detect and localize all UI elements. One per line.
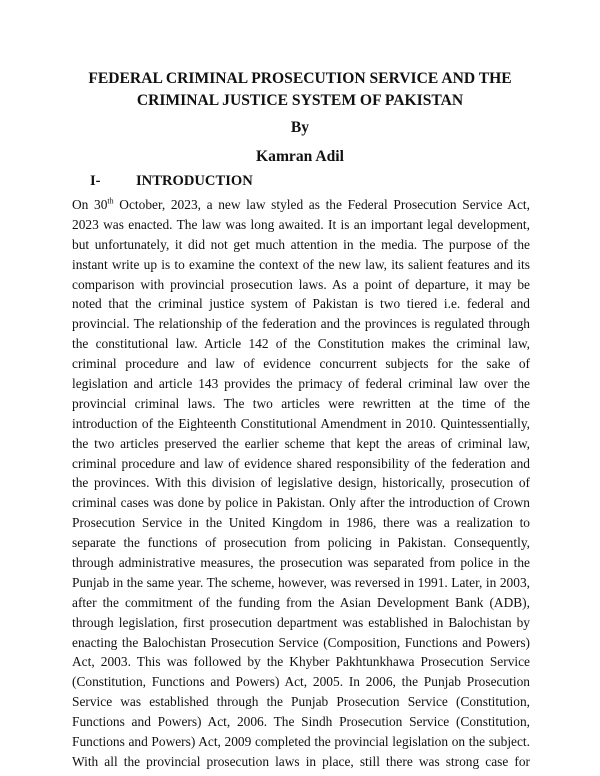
date-superscript: th [107,196,114,206]
paragraph-line: Punjab in the same year. The scheme, however, was reversed in 1991. Later, in 2003, [72,574,530,590]
paragraph-line: provincial criminal laws. The two articles were rewritten at the time of the [72,395,530,411]
paragraph-line: noted that the criminal justice system of Pakistan is two tiered i.e. federal and [72,296,530,312]
section-number: I- [90,173,101,189]
paragraph-line: the provinces. With this division of legislative design, historically, prosecution of [72,475,530,491]
paragraph-line: Service was established through the Punjab Prosecution Service (Constitution, [72,694,530,710]
date-prefix: On 30 [72,197,108,212]
title-line-1: FEDERAL CRIMINAL PROSECUTION SERVICE AND THE [88,70,512,87]
paragraph-line: through administrative measures, the prosecution was separated from police in the [72,555,530,571]
author-name: Kamran Adil [256,148,344,165]
line-text: October, 2023, a new law styled as the Federal Prosecution Service Act, [113,197,530,212]
body-paragraph [72,195,530,772]
paragraph-line: through legislation, first prosecution department was established in Balochistan by [72,614,530,630]
paragraph-line: introduction of the Eighteenth Constitutional Amendment in 2010. Quintessentially, [72,415,530,431]
paragraph-line: the two articles preserved the earlier scheme that kept the areas of criminal law, [72,435,530,451]
paragraph-line: (Constitution, Functions and Powers) Act, 2005. In 2006, the Punjab Prosecution [72,674,530,690]
paragraph-line: comparison with provincial prosecution laws. As a point of departure, it may be [72,276,530,292]
paragraph-line: instant write up is to examine the context of the new law, its salient features and its [72,256,530,272]
paragraph-line: after the commitment of the funding from the Asian Development Bank (ADB), [72,594,530,610]
paragraph-line: Functions and Powers) Act, 2009 completed the provincial legislation on the subject. [72,734,530,750]
paragraph-line: criminal cases was done by police in Pakistan. Only after the introduction of Crown [72,495,530,511]
paragraph-line: Functions and Powers) Act, 2006. The Sindh Prosecution Service (Constitution, [72,714,530,730]
paragraph-line [72,195,530,215]
paragraph-line: provincial. The relationship of the federation and the provinces is regulated through [72,316,530,332]
paragraph-line: criminal procedure and law of evidence shared responsibility of the federation and [72,455,530,471]
paragraph-line: criminal procedure and law of evidence concurrent subjects for the sake of [72,356,530,372]
paragraph-line: legislation and article 143 provides the primacy of federal criminal law over the [72,376,530,392]
paragraph-line: but unfortunately, it did not get much attention in the media. The purpose of the [72,236,530,252]
paragraph-line: Act, 2003. This was followed by the Khyber Pakhtunkhawa Prosecution Service [72,654,530,670]
paragraph-line: Prosecution Service in the United Kingdom in 1986, there was a realization to [72,515,530,531]
by-label: By [290,119,310,136]
section-heading [90,171,253,191]
document-title [60,68,540,112]
paragraph-line: separate the functions of prosecution from policing in Pakistan. Consequently, [72,535,530,551]
paragraph-line: With all the provincial prosecution laws in place, still there was strong case for [72,753,530,769]
paragraph-line: enacting the Balochistan Prosecution Service (Composition, Functions and Powers) [72,634,530,650]
paragraph-line: 2023 was enacted. The law was long awaited. It is an important legal development, [72,216,530,232]
paragraph-line: the constitutional law. Article 142 of the Constitution makes the criminal law, [72,336,530,352]
title-line-2: CRIMINAL JUSTICE SYSTEM OF PAKISTAN [136,92,464,109]
section-title: INTRODUCTION [136,173,253,189]
